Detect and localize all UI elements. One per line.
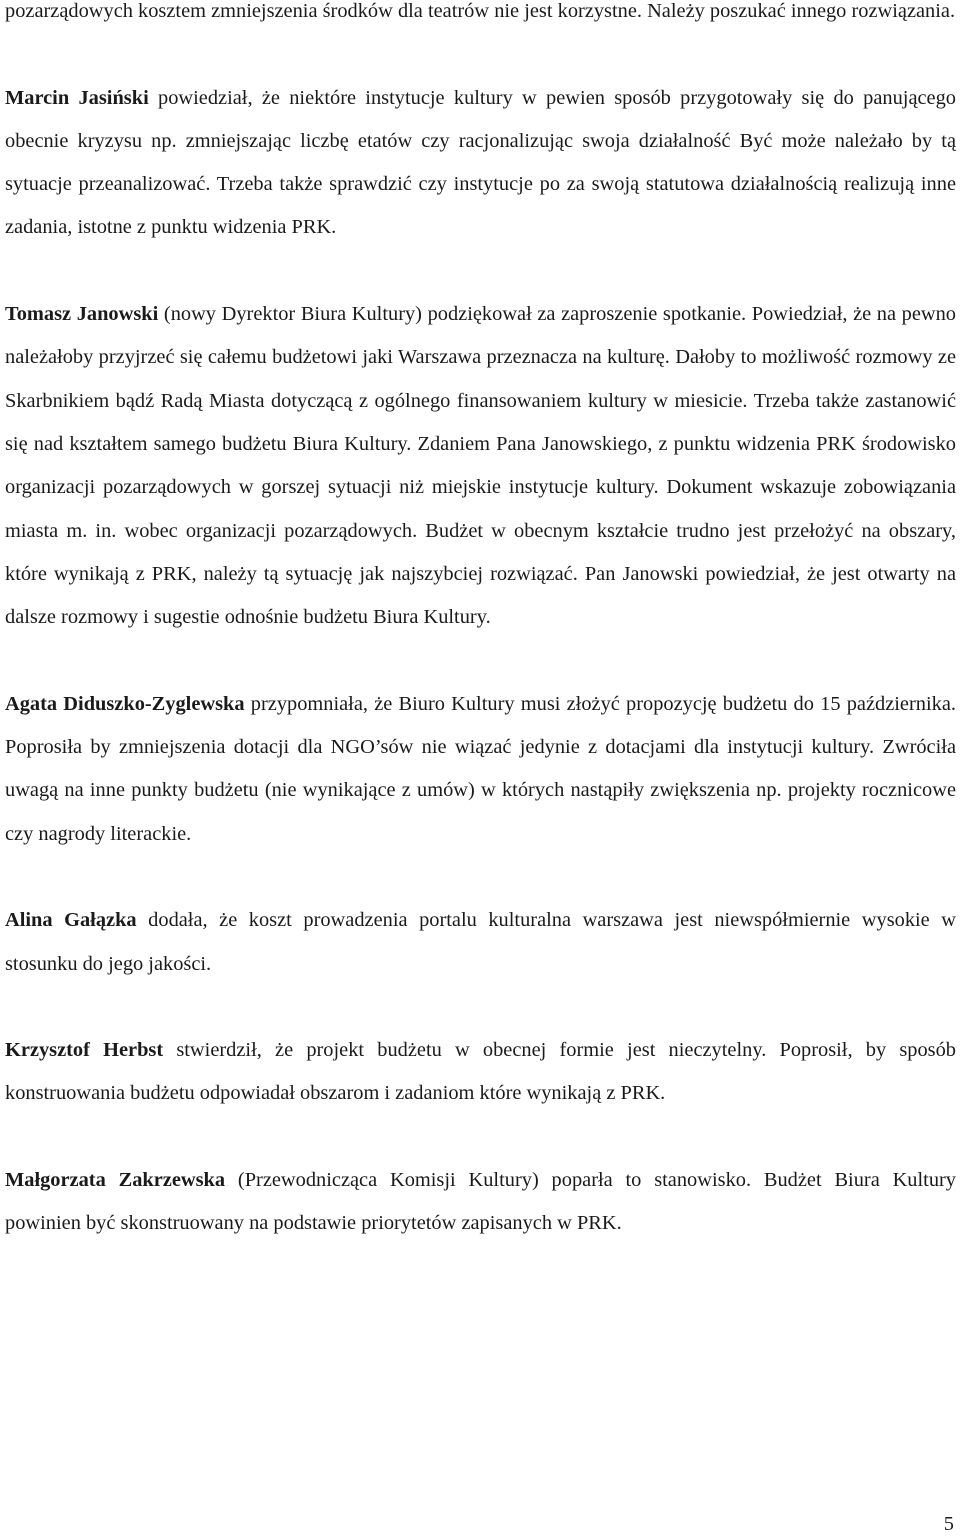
speaker-name: Małgorzata Zakrzewska [5,1169,226,1192]
paragraph-janowski [5,293,956,639]
paragraph-diduszko-zyglewska [5,683,956,856]
paragraph-jasinski [5,77,956,250]
paragraph-text: powiedział, że niektóre instytucje kultury w pewien sposób przygotowały się do panującego obecnie kryzysu np. zmniejszając liczbę etatów czy racjonalizując swoja działalność Być może należało by tą sytuacje przeanalizować. Trzeba także sprawdzić czy instytucje po za swoją statutowa działalnością realizują inne zadania, istotne z punktu widzenia PRK. [5,86,956,239]
paragraph-zakrzewska [5,1159,956,1246]
speaker-name: Tomasz Janowski [5,303,159,326]
paragraph-text: dodała, że koszt prowadzenia portalu kulturalna warszawa jest niewspółmiernie wysokie w stosunku do jego jakości. [5,909,956,975]
paragraph-galazka [5,899,956,986]
document-page [5,0,956,1246]
paragraph-text: (Przewodnicząca Komisji Kultury) poparła to stanowisko. Budżet Biura Kultury powinien być skonstruowany na podstawie priorytetów zapisanych w PRK. [5,1169,957,1235]
paragraph-text: przypomniała, że Biuro Kultury musi złożyć propozycję budżetu do 15 października. Poprosiła by zmniejszenia dotacji dla NGO’sów nie wiązać jedynie z dotacjami dla instytucji kultury. Zwróciła uwagą na inne punkty budżetu (nie wynikające z umów) w których nastąpiły zwiększenia np. projekty rocznicowe czy nagrody literackie. [5,692,956,845]
paragraph-text: pozarządowych kosztem zmniejszenia środków dla teatrów nie jest korzystne. Należy poszukać innego rozwiązania. [5,0,956,22]
paragraph-text: (nowy Dyrektor Biura Kultury) podziękował za zaproszenie spotkanie. Powiedział, że na pewno należałoby przyjrzeć się całemu budżetowi jaki Warszawa przeznacza na kulturę. Dałoby to możliwość rozmowy ze Skarbnikiem bądź Radą Miasta dotyczącą z ogólnego finansowaniem kultury w miesicie. Trzeba także zastanowić się nad kształtem samego budżetu Biura Kultury. Zdaniem Pana Janowskiego, z punktu widzenia PRK środowisko organizacji pozarządowych w gorszej sytuacji niż miejskie instytucje kultury. Dokument wskazuje zobowiązania miasta m. in. wobec organizacji pozarządowych. Budżet w obecnym kształcie trudno jest przełożyć na obszary, które wynikają z PRK, należy tą sytuację jak najszybciej rozwiązać. Pan Janowski powiedział, że jest otwarty na dalsze rozmowy i sugestie odnośnie budżetu Biura Kultury. [5,303,956,629]
paragraph-herbst [5,1029,956,1116]
page-number: 5 [943,1513,954,1535]
paragraph-continuation [5,0,956,33]
speaker-name: Agata Diduszko-Zyglewska [5,692,245,715]
speaker-name: Alina Gałązka [5,909,137,932]
paragraph-text: stwierdził, że projekt budżetu w obecnej formie jest nieczytelny. Poprosił, by sposób konstruowania budżetu odpowiadał obszarom i zadaniom które wynikają z PRK. [5,1039,956,1105]
speaker-name: Marcin Jasiński [5,86,149,109]
speaker-name: Krzysztof Herbst [5,1039,164,1062]
